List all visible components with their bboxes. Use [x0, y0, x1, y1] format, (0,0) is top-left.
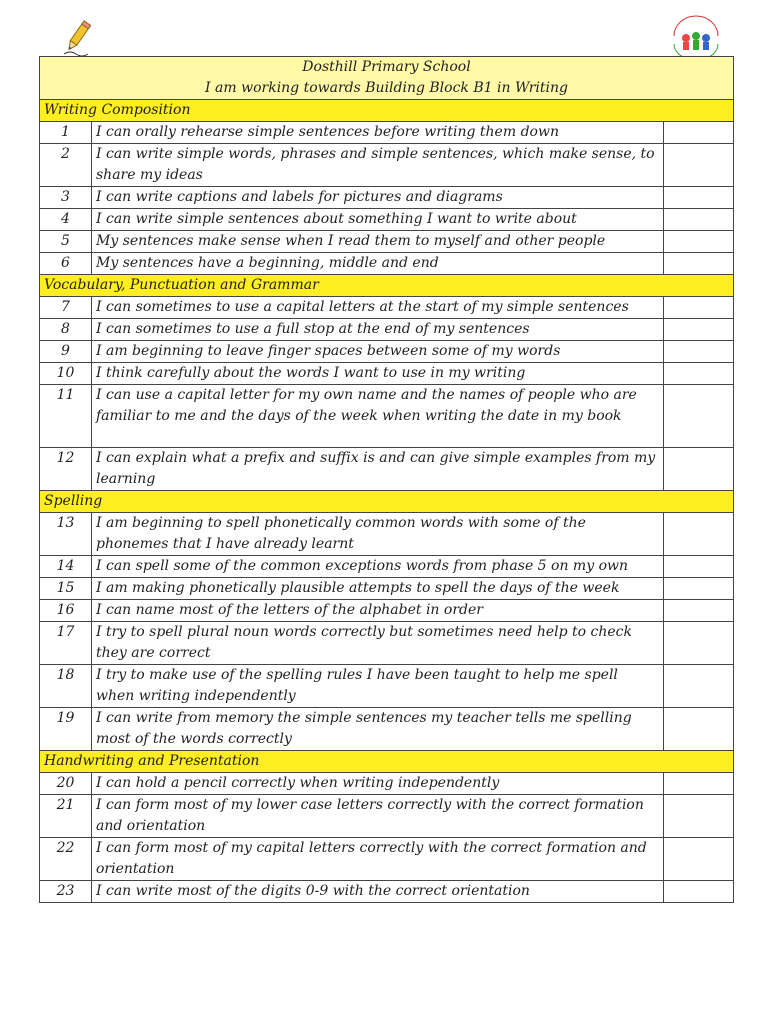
- tick-box[interactable]: [664, 297, 734, 319]
- checklist-row: [40, 513, 734, 556]
- tick-box[interactable]: [664, 363, 734, 385]
- tick-box[interactable]: [664, 708, 734, 751]
- tick-box[interactable]: [664, 600, 734, 622]
- item-statement: My sentences make sense when I read them to myself and other people: [92, 231, 664, 253]
- item-statement: I am making phonetically plausible attempts to spell the days of the week: [92, 578, 664, 600]
- item-number: 19: [40, 708, 92, 751]
- tick-box[interactable]: [664, 578, 734, 600]
- tick-box[interactable]: [664, 319, 734, 341]
- tick-box[interactable]: [664, 513, 734, 556]
- section-header-row: [40, 491, 734, 513]
- item-statement: I try to make use of the spelling rules I have been taught to help me spell when writing independently: [92, 665, 664, 708]
- item-statement: I can write captions and labels for pictures and diagrams: [92, 187, 664, 209]
- checklist-row: [40, 231, 734, 253]
- tick-box[interactable]: [664, 622, 734, 665]
- section-title: Writing Composition: [40, 100, 734, 122]
- item-statement: I can explain what a prefix and suffix is and can give simple examples from my learning: [92, 448, 664, 491]
- checklist-row: [40, 122, 734, 144]
- checklist-row: [40, 600, 734, 622]
- item-statement: I can write simple sentences about something I want to write about: [92, 209, 664, 231]
- section-title: Vocabulary, Punctuation and Grammar: [40, 275, 734, 297]
- page-title: I am working towards Building Block B1 in Writing: [205, 80, 568, 96]
- item-number: 12: [40, 448, 92, 491]
- checklist-row: [40, 297, 734, 319]
- item-number: 6: [40, 253, 92, 275]
- item-number: 11: [40, 385, 92, 448]
- checklist-row: [40, 578, 734, 600]
- checklist-table: [39, 56, 734, 903]
- school-logo: [668, 14, 724, 58]
- tick-box[interactable]: [664, 187, 734, 209]
- item-statement: I can sometimes to use a full stop at the end of my sentences: [92, 319, 664, 341]
- item-number: 17: [40, 622, 92, 665]
- item-statement: I can hold a pencil correctly when writing independently: [92, 773, 664, 795]
- checklist-row: [40, 881, 734, 903]
- checklist-row: [40, 209, 734, 231]
- item-number: 5: [40, 231, 92, 253]
- checklist-row: [40, 838, 734, 881]
- checklist-row: [40, 144, 734, 187]
- section-header-row: [40, 751, 734, 773]
- tick-box[interactable]: [664, 253, 734, 275]
- tick-box[interactable]: [664, 122, 734, 144]
- checklist-row: [40, 665, 734, 708]
- tick-box[interactable]: [664, 881, 734, 903]
- item-statement: I can sometimes to use a capital letters at the start of my simple sentences: [92, 297, 664, 319]
- item-statement: I am beginning to spell phonetically common words with some of the phonemes that I have already learnt: [92, 513, 664, 556]
- item-statement: I can write simple words, phrases and simple sentences, which make sense, to share my ideas: [92, 144, 664, 187]
- item-statement: I can write most of the digits 0-9 with the correct orientation: [92, 881, 664, 903]
- item-number: 18: [40, 665, 92, 708]
- section-header-row: [40, 100, 734, 122]
- item-statement: I can form most of my capital letters correctly with the correct formation and orientation: [92, 838, 664, 881]
- item-statement: I try to spell plural noun words correctly but sometimes need help to check they are correct: [92, 622, 664, 665]
- item-number: 1: [40, 122, 92, 144]
- checklist-row: [40, 253, 734, 275]
- item-number: 14: [40, 556, 92, 578]
- item-statement: I can spell some of the common exceptions words from phase 5 on my own: [92, 556, 664, 578]
- item-number: 8: [40, 319, 92, 341]
- item-number: 13: [40, 513, 92, 556]
- section-title: Handwriting and Presentation: [40, 751, 734, 773]
- tick-box[interactable]: [664, 144, 734, 187]
- item-number: 3: [40, 187, 92, 209]
- checklist-row: [40, 795, 734, 838]
- checklist-row: [40, 385, 734, 448]
- item-number: 16: [40, 600, 92, 622]
- tick-box[interactable]: [664, 773, 734, 795]
- title-row: [40, 57, 734, 100]
- tick-box[interactable]: [664, 231, 734, 253]
- item-statement: I can form most of my lower case letters correctly with the correct formation and orientation: [92, 795, 664, 838]
- checklist-row: [40, 363, 734, 385]
- section-title: Spelling: [40, 491, 734, 513]
- tick-box[interactable]: [664, 385, 734, 448]
- item-number: 20: [40, 773, 92, 795]
- pencil-icon: [62, 20, 92, 56]
- item-number: 15: [40, 578, 92, 600]
- tick-box[interactable]: [664, 556, 734, 578]
- item-statement: I am beginning to leave finger spaces between some of my words: [92, 341, 664, 363]
- checklist-row: [40, 341, 734, 363]
- item-number: 4: [40, 209, 92, 231]
- checklist-row: [40, 187, 734, 209]
- tick-box[interactable]: [664, 448, 734, 491]
- tick-box[interactable]: [664, 209, 734, 231]
- checklist-row: [40, 319, 734, 341]
- item-number: 21: [40, 795, 92, 838]
- item-statement: I can use a capital letter for my own name and the names of people who are familiar to me and the days of the week when writing the date in my book: [92, 385, 664, 448]
- school-name: Dosthill Primary School: [302, 59, 471, 75]
- item-number: 23: [40, 881, 92, 903]
- item-number: 9: [40, 341, 92, 363]
- item-number: 22: [40, 838, 92, 881]
- item-statement: I can write from memory the simple sentences my teacher tells me spelling most of the words correctly: [92, 708, 664, 751]
- item-number: 7: [40, 297, 92, 319]
- checklist-row: [40, 448, 734, 491]
- item-statement: I think carefully about the words I want to use in my writing: [92, 363, 664, 385]
- tick-box[interactable]: [664, 341, 734, 363]
- item-statement: My sentences have a beginning, middle and end: [92, 253, 664, 275]
- checklist-row: [40, 556, 734, 578]
- tick-box[interactable]: [664, 795, 734, 838]
- checklist-row: [40, 622, 734, 665]
- item-number: 10: [40, 363, 92, 385]
- tick-box[interactable]: [664, 665, 734, 708]
- item-statement: I can name most of the letters of the alphabet in order: [92, 600, 664, 622]
- item-number: 2: [40, 144, 92, 187]
- checklist-row: [40, 773, 734, 795]
- section-header-row: [40, 275, 734, 297]
- item-statement: I can orally rehearse simple sentences before writing them down: [92, 122, 664, 144]
- tick-box[interactable]: [664, 838, 734, 881]
- checklist-row: [40, 708, 734, 751]
